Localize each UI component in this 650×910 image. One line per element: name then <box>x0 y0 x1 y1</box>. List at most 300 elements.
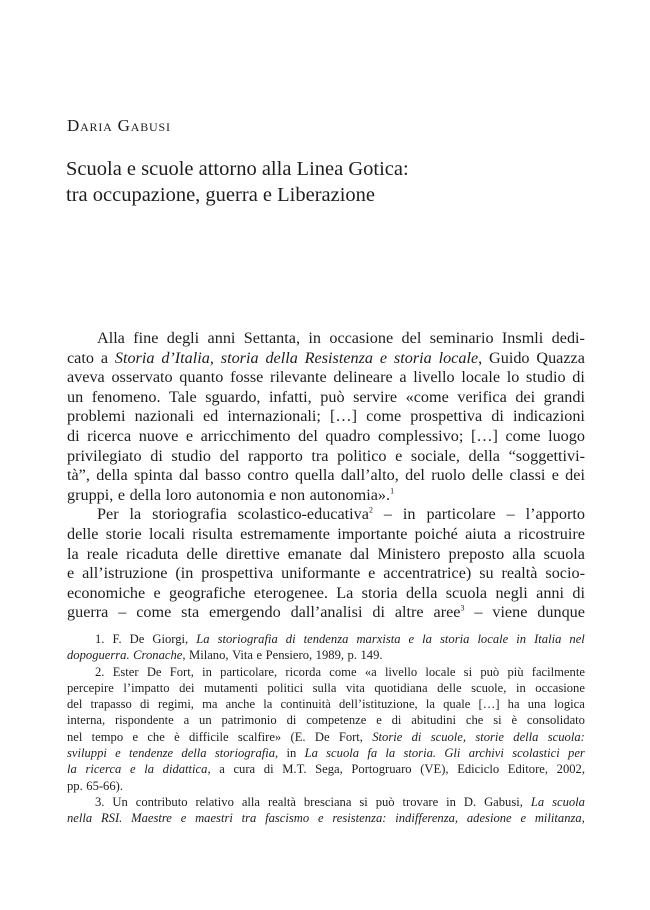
word: percepire <box>67 680 114 695</box>
word: storia <box>220 348 259 367</box>
footnote-line <box>67 696 585 712</box>
word: maestri <box>195 811 233 826</box>
word: un <box>67 387 84 406</box>
word: come <box>505 426 541 445</box>
word: occasione <box>535 680 585 695</box>
word: Fort, <box>169 664 194 679</box>
word: contro <box>247 466 289 485</box>
word: della <box>265 348 298 367</box>
word: la <box>422 632 432 646</box>
word: l’apporto <box>525 505 585 524</box>
word: aiuta <box>465 524 497 543</box>
word: di <box>263 762 274 777</box>
word: rapporto <box>247 446 303 465</box>
word: Storie <box>372 729 403 744</box>
word: Ministero <box>377 544 441 563</box>
footnote-line <box>67 664 585 680</box>
footnote-line <box>67 778 585 794</box>
word: prospettiva <box>201 564 274 583</box>
word: la <box>129 505 142 524</box>
word: anche <box>225 697 256 712</box>
word: a <box>183 713 190 728</box>
word: scolastico-educativa$^2$ <box>237 505 373 524</box>
word: livello <box>413 368 455 387</box>
word: storie <box>475 729 504 744</box>
word: la <box>425 697 435 712</box>
body-text <box>67 329 585 623</box>
word: Gli <box>444 746 461 761</box>
word: mutamenti <box>204 680 258 695</box>
word: spinta <box>133 466 173 485</box>
word: Guido <box>489 348 530 367</box>
word: su <box>479 564 494 583</box>
word: autonomia».$^1$ <box>309 485 395 504</box>
word: dall’alto, <box>340 466 399 485</box>
word: internazionali; <box>227 407 321 426</box>
word: scuola <box>543 544 585 563</box>
word: Maestre <box>131 811 172 826</box>
word: trapasso <box>90 697 132 712</box>
word: non <box>280 485 306 504</box>
word: particolare, <box>220 664 278 679</box>
word: 2002, <box>556 762 585 777</box>
word: verifica <box>457 387 507 406</box>
word: quale <box>443 697 471 712</box>
word: Settanta, <box>243 329 300 347</box>
word: militanza, <box>534 811 585 826</box>
word: di <box>67 426 80 445</box>
word: quadro <box>325 426 371 445</box>
word: e <box>379 348 388 367</box>
word: economiche <box>67 583 146 602</box>
word: rispondente <box>114 713 174 728</box>
word: competenze <box>306 713 367 728</box>
word: De <box>314 729 330 744</box>
word: facilmente <box>531 664 585 679</box>
word: marxista <box>356 632 401 646</box>
word: a <box>399 368 407 387</box>
word: storiografia <box>152 505 227 524</box>
word: La <box>304 746 318 761</box>
word: di <box>139 697 150 712</box>
word: delle <box>67 524 99 543</box>
word: pp. <box>67 778 83 793</box>
word: si <box>493 713 502 728</box>
footnote-line <box>67 680 585 696</box>
title-line: tra occupazione, guerra e Liberazione <box>66 184 376 206</box>
word: nella <box>67 811 93 826</box>
word: in <box>516 632 527 646</box>
word: scuole, <box>471 680 507 695</box>
word: del <box>401 329 422 347</box>
word: «a <box>364 664 377 679</box>
word: fascismo <box>265 811 310 826</box>
word: anni <box>207 329 236 347</box>
word: può <box>320 387 345 406</box>
word: e <box>395 446 403 465</box>
word: dell’istituzione, <box>338 697 418 712</box>
word: preposto <box>448 544 505 563</box>
word: può <box>480 664 500 679</box>
word: locale <box>461 368 501 387</box>
word: ruolo <box>431 466 466 485</box>
word: bresciana <box>303 794 352 809</box>
footnote-line <box>67 712 585 728</box>
word: in <box>286 746 297 761</box>
word: ricaduta <box>126 544 179 563</box>
word: problemi <box>67 407 126 426</box>
word: De <box>129 632 145 646</box>
word: dall’analisi <box>290 603 363 622</box>
word: rilevante <box>270 368 327 387</box>
word: a <box>503 524 512 543</box>
word: della <box>513 729 539 744</box>
word: RSI. <box>100 811 123 826</box>
body-line <box>67 329 585 349</box>
word: e <box>317 811 324 826</box>
word: guerra <box>67 603 109 622</box>
word: ed <box>203 407 219 426</box>
word: e <box>153 583 161 602</box>
word: di <box>150 446 163 465</box>
word: nel <box>67 729 83 744</box>
word: scolastici <box>512 746 560 761</box>
footnote-line <box>67 810 585 826</box>
body-line <box>67 584 585 604</box>
word: di <box>372 603 385 622</box>
word: e <box>269 485 277 504</box>
word: alla <box>512 544 536 563</box>
body-line <box>67 603 585 623</box>
word: un <box>199 713 212 728</box>
word: studio <box>171 446 211 465</box>
word: servire <box>353 387 398 406</box>
word: sta <box>181 603 200 622</box>
word: osservato <box>111 368 173 387</box>
word: ricorda <box>285 664 322 679</box>
word: locale, <box>438 348 483 367</box>
word: storiografia, <box>214 746 279 761</box>
word: quanto <box>179 368 224 387</box>
word: fine <box>133 329 159 347</box>
word: scuola <box>326 746 360 761</box>
word: Giorgi, <box>152 632 189 646</box>
word: dal <box>349 544 370 563</box>
word: è <box>174 729 180 744</box>
word: del <box>298 426 318 445</box>
word: Milano, <box>189 648 229 663</box>
word: particolare <box>426 505 496 524</box>
word: storiografia <box>217 632 278 646</box>
word: p. <box>347 648 357 663</box>
word: […] <box>330 407 357 426</box>
word: è <box>511 713 518 728</box>
word: emanate <box>287 544 342 563</box>
word: 3. <box>95 794 105 809</box>
word: De <box>146 664 162 679</box>
word: Cronache, <box>133 648 186 663</box>
word: della <box>468 446 500 465</box>
word: che <box>465 713 484 728</box>
word: reale <box>86 544 119 563</box>
word: di <box>572 368 585 387</box>
word: anni <box>536 583 565 602</box>
word: scuola <box>552 794 585 809</box>
word: del <box>219 446 240 465</box>
word: vita <box>345 680 365 695</box>
word: scalfire» <box>237 729 282 744</box>
word: adesione <box>466 811 512 826</box>
word: autonomia <box>196 485 265 504</box>
word: difficile <box>188 729 229 744</box>
word: Editore, <box>507 762 549 777</box>
word: dei <box>515 387 536 406</box>
word: la <box>67 544 79 563</box>
word: scuola <box>445 583 488 602</box>
word: degli <box>166 329 200 347</box>
word: sguardo, <box>205 387 261 406</box>
word: – <box>506 505 515 524</box>
word: della <box>96 466 128 485</box>
word: una <box>527 697 546 712</box>
word: storia <box>393 348 432 367</box>
word: gruppi, <box>67 485 114 504</box>
word: la <box>385 746 396 761</box>
word: d’Italia, <box>161 348 214 367</box>
word: 149. <box>360 648 383 663</box>
word: e <box>368 564 376 583</box>
word: Sega, <box>315 762 343 777</box>
word: Ester <box>112 664 139 679</box>
word: per <box>568 746 585 761</box>
word: classi <box>509 466 546 485</box>
footnote-line <box>67 647 585 663</box>
word: Italia <box>534 632 562 646</box>
word: indicazioni <box>513 407 585 426</box>
word: locale <box>477 632 509 646</box>
word: consolidato <box>526 713 585 728</box>
word: regimi, <box>157 697 194 712</box>
word: della <box>405 583 438 602</box>
word: e <box>132 729 139 744</box>
word: eterogenee. <box>253 583 328 602</box>
word: delle <box>437 680 462 695</box>
word: M.T. <box>282 762 307 777</box>
word: dei <box>565 466 585 485</box>
word: […] <box>478 697 500 712</box>
word: indifferenza, <box>395 811 459 826</box>
word: La <box>530 794 545 809</box>
word: la <box>263 697 273 712</box>
word: in <box>402 505 416 524</box>
word: loro <box>165 485 192 504</box>
word: – <box>474 603 483 622</box>
word: negli <box>495 583 528 602</box>
word: e <box>117 485 126 504</box>
word: (in <box>175 564 194 583</box>
word: arricchimento <box>200 426 291 445</box>
word: e <box>115 746 121 761</box>
word: di <box>286 713 297 728</box>
word: continuità <box>280 697 331 712</box>
word: politici <box>267 680 304 695</box>
word: socio- <box>545 564 585 583</box>
word: Portogruaro <box>351 762 412 777</box>
word: l’impatto <box>123 680 170 695</box>
word: dei <box>179 680 195 695</box>
word: nazionali <box>134 407 194 426</box>
word: livello <box>384 664 418 679</box>
word: contributo <box>135 794 188 809</box>
word: (VE), <box>420 762 449 777</box>
author-name: Daria Gabusi <box>67 116 171 135</box>
word: politico <box>337 446 387 465</box>
word: accentratrice) <box>383 564 472 583</box>
word: dal <box>178 466 199 485</box>
word: prospettiva <box>410 407 483 426</box>
word: del <box>405 466 425 485</box>
word: tra <box>311 446 329 465</box>
word: Alla <box>97 329 125 347</box>
article-title <box>66 156 586 208</box>
word: e <box>67 564 75 583</box>
word: 65-66). <box>86 778 123 793</box>
word: di <box>491 407 504 426</box>
word: importante <box>337 524 408 543</box>
word: infatti, <box>269 387 312 406</box>
footnote-line <box>67 761 585 777</box>
word: Pensiero, <box>265 648 313 663</box>
title-line: Scuola e scuole attorno alla Linea Gotica: <box>66 158 409 180</box>
body-line <box>67 505 585 525</box>
word: in <box>446 794 456 809</box>
word: Resistenza <box>304 348 374 367</box>
word: e <box>520 811 527 826</box>
word: delineare <box>333 368 393 387</box>
word: interna, <box>67 713 106 728</box>
word: storie <box>105 524 142 543</box>
word: in <box>308 329 321 347</box>
word: Storia <box>114 348 155 367</box>
word: ricostruire <box>518 524 585 543</box>
word: scuole, <box>430 729 467 744</box>
word: di <box>391 713 402 728</box>
word: ma <box>202 697 218 712</box>
word: Quazza <box>536 348 585 367</box>
word: può <box>375 794 395 809</box>
word: nel <box>569 632 585 646</box>
word: e <box>551 466 559 485</box>
word: viene <box>492 603 528 622</box>
footnote-line <box>67 631 585 647</box>
word: seminario <box>429 329 494 347</box>
word: come <box>366 407 402 426</box>
word: ricerca <box>85 762 122 777</box>
word: sviluppi <box>67 746 107 761</box>
word: risulta <box>192 524 233 543</box>
word: più <box>507 664 524 679</box>
word: tendenze <box>129 746 174 761</box>
body-line <box>67 545 585 565</box>
word: 1989, <box>315 648 345 663</box>
word: […] <box>470 426 498 445</box>
word: fenomeno. <box>91 387 161 406</box>
paragraph-1 <box>67 329 585 505</box>
word: trovare <box>402 794 439 809</box>
footnote-line <box>67 729 585 745</box>
word: Un <box>112 794 128 809</box>
word: nuove <box>138 426 179 445</box>
word: storia <box>440 632 470 646</box>
word: grandi <box>543 387 585 406</box>
word: dedi- <box>551 329 585 347</box>
word: di <box>411 729 422 744</box>
word: «come <box>405 387 449 406</box>
word: Insmli <box>501 329 544 347</box>
word: geografiche <box>169 583 246 602</box>
word: tendenza <box>303 632 349 646</box>
word: ha <box>507 697 520 712</box>
word: in <box>202 664 212 679</box>
word: e <box>408 632 415 646</box>
word: come <box>329 664 357 679</box>
body-line <box>67 486 585 506</box>
word: delle <box>471 466 504 485</box>
word: fosse <box>230 368 264 387</box>
word: a <box>100 348 109 367</box>
word: “soggettivi- <box>508 446 585 465</box>
word: cato <box>67 348 94 367</box>
word: tra <box>241 811 257 826</box>
word: ricerca <box>87 426 132 445</box>
word: luogo <box>548 426 585 445</box>
word: tà”, <box>67 466 90 485</box>
word: in <box>515 680 526 695</box>
body-line <box>67 564 585 584</box>
word: storia <box>361 583 398 602</box>
body-line <box>67 368 585 388</box>
word: quella <box>294 466 335 485</box>
word: a <box>219 762 225 777</box>
word: Per <box>97 505 119 524</box>
word: didattica, <box>162 762 211 777</box>
word: Tale <box>169 387 197 406</box>
word: alla <box>241 794 261 809</box>
word: scuola: <box>547 729 585 744</box>
word: dopoguerra. <box>67 648 130 663</box>
word: privilegiato <box>67 446 142 465</box>
word: estremamente <box>240 524 330 543</box>
word: lo <box>506 368 520 387</box>
word: F. <box>112 632 122 646</box>
body-line <box>67 388 585 408</box>
body-line <box>67 427 585 447</box>
word: sulla <box>312 680 337 695</box>
footnote-line <box>67 745 585 761</box>
word: come <box>136 603 172 622</box>
word: – <box>118 603 127 622</box>
word: e <box>185 426 194 445</box>
word: La <box>196 632 210 646</box>
word: basso <box>205 466 242 485</box>
word: che <box>147 729 165 744</box>
body-line <box>67 525 585 545</box>
word: Vita <box>232 648 253 663</box>
word: cura <box>233 762 256 777</box>
paragraph-2 <box>67 505 585 623</box>
word: realtà <box>501 564 538 583</box>
word: resistenza: <box>332 811 387 826</box>
